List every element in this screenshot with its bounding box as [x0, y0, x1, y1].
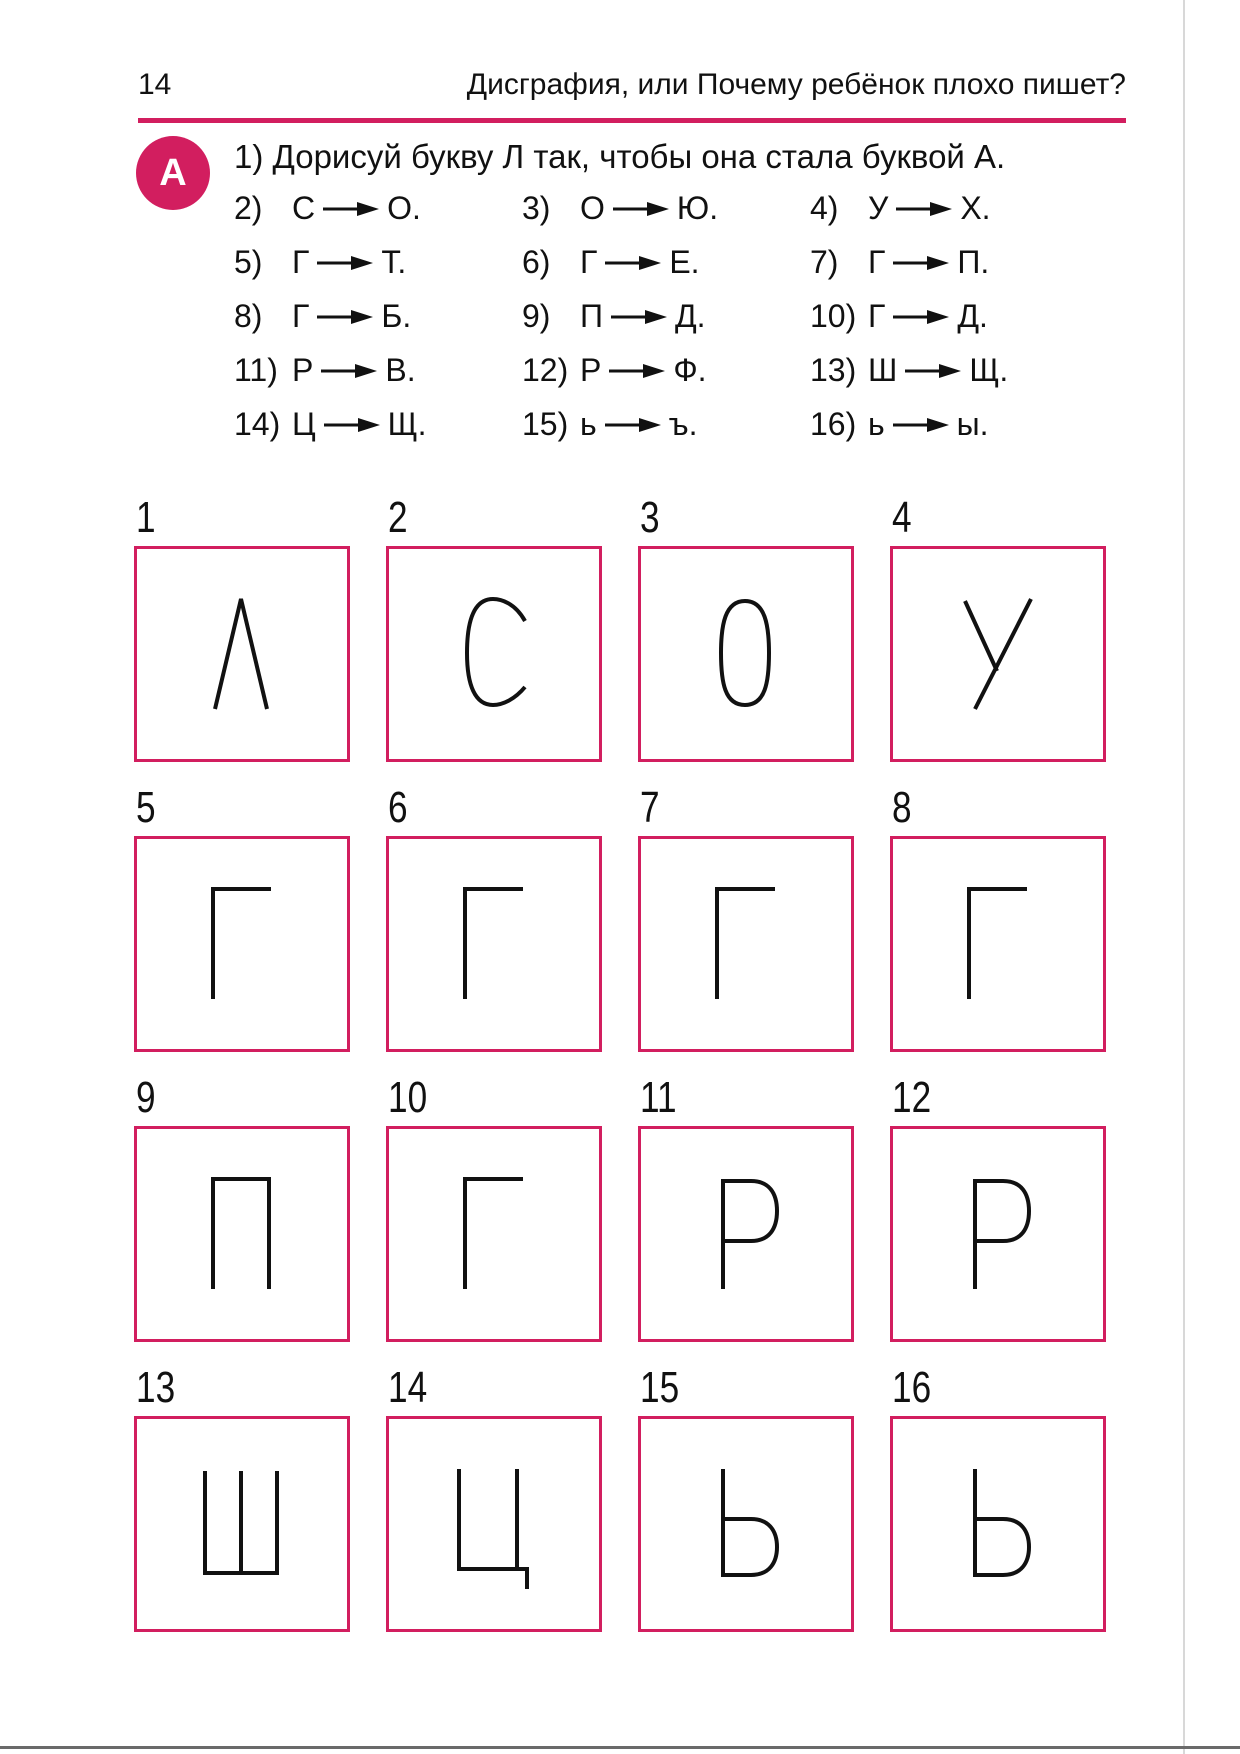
drawing-box[interactable] — [638, 836, 854, 1052]
cell-number: 8 — [892, 783, 912, 832]
letter-glyph — [641, 839, 851, 1049]
task-from-letter: ь — [868, 406, 885, 442]
letter-stroke — [205, 1471, 277, 1573]
task-from-letter: Г — [580, 244, 598, 280]
cell-number: 6 — [388, 783, 408, 832]
task-number: 5) — [234, 244, 263, 280]
running-title: Дисграфия, или Почему ребёнок плохо пишет? — [466, 68, 1126, 101]
letter-glyph — [389, 1129, 599, 1339]
task-number: 7) — [810, 244, 839, 280]
task-to-letter: Щ. — [969, 352, 1009, 388]
drawing-box[interactable] — [134, 1416, 350, 1632]
task-number: 6) — [522, 244, 551, 280]
letter-stroke — [717, 889, 775, 999]
task-item — [234, 244, 406, 281]
letter-glyph — [641, 549, 851, 759]
letter-cell — [134, 1364, 356, 1640]
letter-stroke — [215, 599, 267, 709]
task-item — [810, 190, 991, 227]
letter-cell — [638, 1364, 860, 1640]
letter-cell — [890, 784, 1112, 1060]
task-to-letter: О. — [387, 190, 421, 226]
right-arrow-icon — [896, 202, 952, 216]
task-number: 13) — [810, 352, 857, 388]
task-from-letter: Г — [868, 244, 886, 280]
task-from-letter: О — [580, 190, 605, 226]
drawing-box[interactable] — [638, 1416, 854, 1632]
drawing-box[interactable] — [386, 1126, 602, 1342]
right-arrow-icon — [605, 256, 661, 270]
right-arrow-icon — [893, 256, 949, 270]
task-item — [810, 352, 1008, 389]
right-arrow-icon — [613, 202, 669, 216]
exercise-badge: А — [136, 136, 210, 210]
drawing-box[interactable] — [134, 1126, 350, 1342]
task-item — [522, 298, 706, 335]
task-from-letter: Ш — [868, 352, 898, 388]
task-to-letter: Д. — [957, 298, 988, 334]
letter-stroke — [721, 601, 769, 705]
task-from-letter: Г — [868, 298, 886, 334]
task-number: 3) — [522, 190, 551, 226]
cell-number: 12 — [892, 1073, 932, 1122]
page-edge-line — [1183, 0, 1185, 1754]
task-item — [522, 352, 707, 389]
letter-stroke — [965, 599, 1031, 709]
cell-number: 5 — [136, 783, 156, 832]
cell-number: 13 — [136, 1363, 176, 1412]
right-arrow-icon — [611, 310, 667, 324]
letter-cell — [134, 494, 356, 770]
task-number: 14) — [234, 406, 281, 442]
task-from-letter: Г — [292, 244, 310, 280]
task-from-letter: Г — [292, 298, 310, 334]
letter-cell — [638, 784, 860, 1060]
letter-cell — [890, 1364, 1112, 1640]
right-arrow-icon — [905, 364, 961, 378]
task-item — [234, 298, 411, 335]
letter-stroke — [467, 599, 525, 705]
task-number: 12) — [522, 352, 569, 388]
drawing-box[interactable] — [638, 546, 854, 762]
task-to-letter: Д. — [675, 298, 706, 334]
right-arrow-icon — [317, 256, 373, 270]
letter-cell — [386, 494, 608, 770]
letter-glyph — [641, 1129, 851, 1339]
letter-glyph — [893, 839, 1103, 1049]
task-number: 16) — [810, 406, 857, 442]
drawing-box[interactable] — [638, 1126, 854, 1342]
task-number: 10) — [810, 298, 857, 334]
task-item — [234, 352, 416, 389]
drawing-box[interactable] — [890, 836, 1106, 1052]
task-number: 9) — [522, 298, 551, 334]
letter-glyph — [641, 1419, 851, 1629]
letter-glyph — [389, 549, 599, 759]
letter-stroke — [975, 1469, 1029, 1575]
task-from-letter: ь — [580, 406, 597, 442]
cell-number: 11 — [640, 1073, 677, 1122]
right-arrow-icon — [609, 364, 665, 378]
right-arrow-icon — [893, 310, 949, 324]
task-from-letter: П — [580, 298, 603, 334]
task-item — [522, 190, 718, 227]
drawing-box[interactable] — [890, 1416, 1106, 1632]
letter-stroke — [459, 1469, 527, 1589]
letter-glyph — [389, 1419, 599, 1629]
cell-number: 14 — [388, 1363, 428, 1412]
exercise-instruction: 1) Дорисуй букву Л так, чтобы она стала буквой А. — [234, 138, 1006, 175]
drawing-box[interactable] — [890, 1126, 1106, 1342]
letter-cell — [638, 1074, 860, 1350]
task-to-letter: Х. — [960, 190, 991, 226]
task-from-letter: Р — [292, 352, 314, 388]
task-to-letter: ы. — [956, 406, 989, 442]
right-arrow-icon — [317, 310, 373, 324]
drawing-box[interactable] — [386, 836, 602, 1052]
cell-number: 7 — [640, 783, 660, 832]
right-arrow-icon — [323, 202, 379, 216]
task-item — [522, 406, 698, 443]
letter-glyph — [389, 839, 599, 1049]
task-to-letter: Ф. — [673, 352, 707, 388]
letter-stroke — [213, 1179, 269, 1289]
drawing-box[interactable] — [386, 1416, 602, 1632]
cell-number: 16 — [892, 1363, 932, 1412]
letter-cell — [890, 1074, 1112, 1350]
task-item — [234, 406, 427, 443]
task-to-letter: Щ. — [387, 406, 427, 442]
drawing-box[interactable] — [134, 836, 350, 1052]
task-number: 2) — [234, 190, 263, 226]
letter-stroke — [975, 1181, 1029, 1289]
task-number: 11) — [234, 352, 278, 388]
letter-cell — [386, 1074, 608, 1350]
task-to-letter: В. — [385, 352, 416, 388]
header-rule — [138, 118, 1126, 123]
task-from-letter: Р — [580, 352, 602, 388]
letter-stroke — [723, 1181, 777, 1289]
task-item — [522, 244, 700, 281]
task-to-letter: П. — [957, 244, 990, 280]
right-arrow-icon — [893, 418, 949, 432]
task-number: 4) — [810, 190, 839, 226]
task-to-letter: ъ. — [668, 406, 698, 442]
letter-cell — [638, 494, 860, 770]
cell-number: 9 — [136, 1073, 156, 1122]
letter-cell — [134, 784, 356, 1060]
task-from-letter: Ц — [292, 406, 316, 442]
drawing-box[interactable] — [386, 546, 602, 762]
letter-glyph — [137, 1419, 347, 1629]
task-to-letter: Т. — [381, 244, 407, 280]
task-item — [810, 406, 989, 443]
letter-glyph — [893, 1419, 1103, 1629]
letter-stroke — [465, 889, 523, 999]
task-item — [810, 244, 989, 281]
cell-number: 15 — [640, 1363, 680, 1412]
letter-stroke — [969, 889, 1027, 999]
cell-number: 10 — [388, 1073, 428, 1122]
letter-cell — [386, 784, 608, 1060]
letter-cell — [386, 1364, 608, 1640]
task-list — [234, 190, 1134, 490]
task-to-letter: Е. — [669, 244, 700, 280]
letter-cell — [890, 494, 1112, 770]
cell-number: 2 — [388, 493, 408, 542]
right-arrow-icon — [324, 418, 380, 432]
cell-number: 3 — [640, 493, 660, 542]
drawing-box[interactable] — [134, 546, 350, 762]
letter-glyph — [893, 1129, 1103, 1339]
task-to-letter: Б. — [381, 298, 412, 334]
task-from-letter: У — [868, 190, 889, 226]
page-bottom-line — [0, 1746, 1240, 1749]
cell-number: 4 — [892, 493, 912, 542]
letter-stroke — [723, 1469, 777, 1575]
task-number: 15) — [522, 406, 569, 442]
task-item — [234, 190, 421, 227]
cell-number: 1 — [136, 493, 156, 542]
letter-stroke — [213, 889, 271, 999]
task-item — [810, 298, 988, 335]
letter-glyph — [893, 549, 1103, 759]
letter-grid — [134, 494, 1134, 1654]
letter-stroke — [465, 1179, 523, 1289]
letter-cell — [134, 1074, 356, 1350]
letter-glyph — [137, 549, 347, 759]
right-arrow-icon — [605, 418, 661, 432]
letter-glyph — [137, 839, 347, 1049]
page-header — [138, 66, 1126, 116]
task-number: 8) — [234, 298, 263, 334]
task-from-letter: С — [292, 190, 316, 226]
page-number: 14 — [138, 68, 172, 101]
task-to-letter: Ю. — [676, 190, 719, 226]
letter-glyph — [137, 1129, 347, 1339]
right-arrow-icon — [321, 364, 377, 378]
drawing-box[interactable] — [890, 546, 1106, 762]
